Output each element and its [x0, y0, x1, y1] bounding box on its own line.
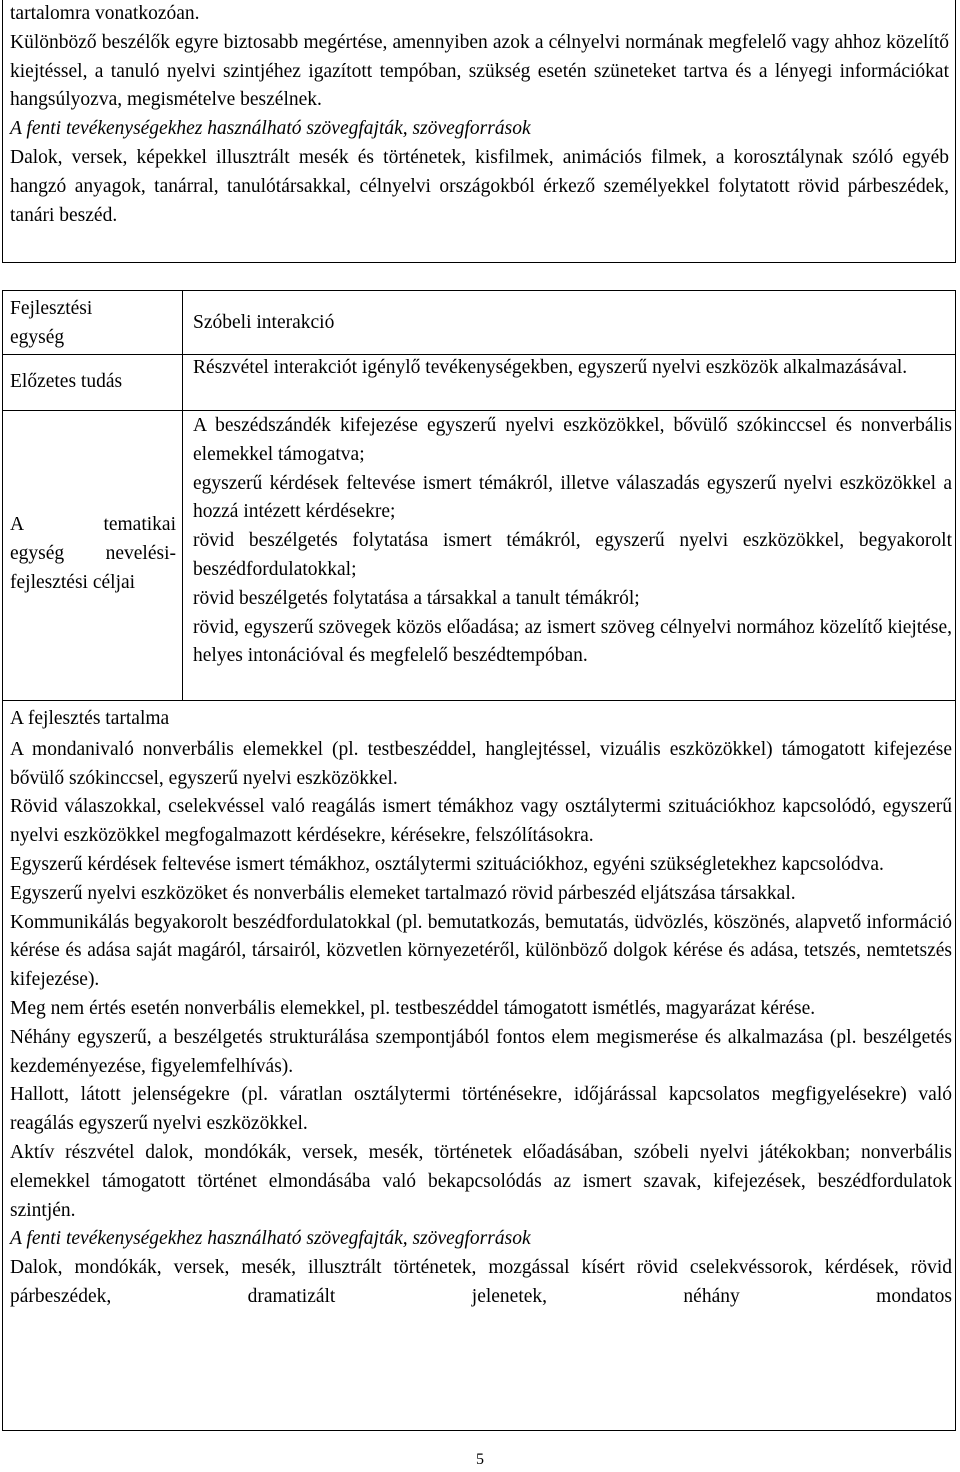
column-divider	[182, 291, 183, 700]
goal-item: rövid beszélgetés folytatása a társakkal a tanult témákról;	[193, 587, 640, 609]
row-divider	[3, 700, 955, 701]
prior-knowledge-cell	[193, 354, 950, 383]
continuation-line: tartalomra vonatkozóan.	[10, 3, 200, 24]
prior-knowledge-label-cell	[10, 368, 175, 397]
goals-label-line: egység nevelési-	[10, 542, 176, 564]
content-item: A mondanivaló nonverbális elemekkel (pl. testbeszéddel, hanglejtéssel, vizuális eszközökkel) támogatott kifejezése bővülő szókinccsel, egyszerű nyelvi eszközökkel.	[10, 738, 952, 789]
goal-item: rövid beszélgetés folytatása ismert témákról, egyszerű nyelvi eszközökkel, begyakorolt beszédfordulatokkal;	[193, 530, 952, 580]
goals-label-cell	[10, 511, 176, 597]
content-item: Meg nem értés esetén nonverbális elemekkel, pl. testbeszéddel támogatott ismétlés, magyarázat kérése.	[10, 997, 816, 1019]
goal-item: rövid, egyszerű szövegek közös előadása; az ismert szöveg célnyelvi normához közelítő kiejtése, helyes intonációval és megfelelő beszédtempóban.	[193, 616, 952, 667]
sources-text: Dalok, versek, képekkel illusztrált mesék és történetek, kisfilmek, animációs filmek, a korosztálynak szóló egyéb hangzó anyagok, tanárral, tanulótársakkal, célnyelvi országokból érkező személyekkel folytatott rövid párbeszédek, tanári beszéd.	[10, 146, 949, 226]
content-item: Egyszerű kérdések feltevése ismert témákhoz, osztálytermi szituációkhoz, egyéni szükségletekhez kapcsolódva.	[10, 853, 884, 875]
content-item: Hallott, látott jelenségekre (pl. váratlan osztálytermi történésekre, időjárással kapcsolatos megfigyelésekre) való reagálás egyszerű nyelvi eszközökkel.	[10, 1084, 952, 1135]
content-item: Kommunikálás begyakorolt beszédfordulatokkal (pl. bemutatkozás, bemutatás, üdvözlés, köszönés, alapvető információ kérése és adása saját magáról, társairól, közvetlen környezetéről, különböző dolgok kérése és adása, tetszés, nemtetszés kifejezése).	[10, 911, 952, 991]
unit-title: Szóbeli interakció	[193, 312, 335, 333]
prior-knowledge-label: Előzetes tudás	[10, 371, 123, 392]
content-section	[10, 705, 952, 1312]
content-item: Aktív részvétel dalok, mondókák, versek, mesék, történetek előadásában, szóbeli nyelvi játékokban; nonverbális elemekkel támogatott történet elmondásába való bekapcsolódás az ismert szavak, kifejezések, beszédfordulatok szintjén.	[10, 1141, 952, 1221]
prior-knowledge-text: Részvétel interakciót igénylő tevékenységekben, egyszerű nyelvi eszközök alkalmazásával.	[193, 357, 908, 378]
sources-heading: A fenti tevékenységekhez használható szövegfajták, szövegforrások	[10, 118, 531, 140]
goals-label-line: A tematikai	[10, 514, 176, 535]
unit-sources-text: Dalok, mondókák, versek, mesék, illusztrált történetek, mozgással kísért rövid cselekvéssorok, kérdések, rövid párbeszédek, dramatizált jelenetek, néhány mondatos	[10, 1257, 952, 1307]
previous-unit-box	[2, 0, 956, 263]
goals-cell	[193, 412, 952, 671]
page-number: 5	[476, 1451, 484, 1468]
content-item: Rövid válaszokkal, cselekvéssel való reagálás ismert témákhoz vagy osztálytermi szituációkhoz kapcsolódó, egyszerű nyelvi eszközökkel megfogalmazott kérdésekre, kérésekre, felszólításokra.	[10, 796, 952, 847]
content-item: Néhány egyszerű, a beszélgetés strukturálása szempontjából fontos elem megismerése és alkalmazása (pl. beszélgetés kezdeményezése, figyelemfelhívás).	[10, 1026, 952, 1077]
row-divider	[3, 410, 955, 411]
content-list	[10, 734, 952, 1312]
goal-item: A beszédszándék kifejezése egyszerű nyelvi eszközökkel, bővülő szókinccsel és nonverbális elemekkel támogatva;	[193, 415, 952, 465]
unit-title-cell	[193, 309, 948, 338]
listening-goal-paragraph: Különböző beszélők egyre biztosabb megértése, amennyiben azok a célnyelvi normának megfelelő vagy ahhoz közelítő kiejtéssel, a tanuló nyelvi szintjéhez igazított tempóban, szükség esetén szüneteket tartva és a lényegi információkat hangsúlyozva, megismételve beszélnek.	[10, 31, 949, 111]
goals-label-line: fejlesztési céljai	[10, 571, 136, 593]
development-unit-table	[2, 290, 956, 1431]
unit-label-cell	[10, 295, 175, 353]
content-item: Egyszerű nyelvi eszközöket és nonverbális elemeket tartalmazó rövid párbeszéd eljátszása társakkal.	[10, 882, 796, 904]
content-heading: A fejlesztés tartalma	[10, 708, 170, 729]
goal-item: egyszerű kérdések feltevése ismert témákról, illetve válaszadás egyszerű nyelvi eszközökkel a hozzá intézett kérdésekre;	[193, 472, 952, 523]
unit-label: Fejlesztési egység	[10, 298, 93, 348]
unit-sources-heading: A fenti tevékenységekhez használható szövegfajták, szövegforrások	[10, 1228, 531, 1250]
